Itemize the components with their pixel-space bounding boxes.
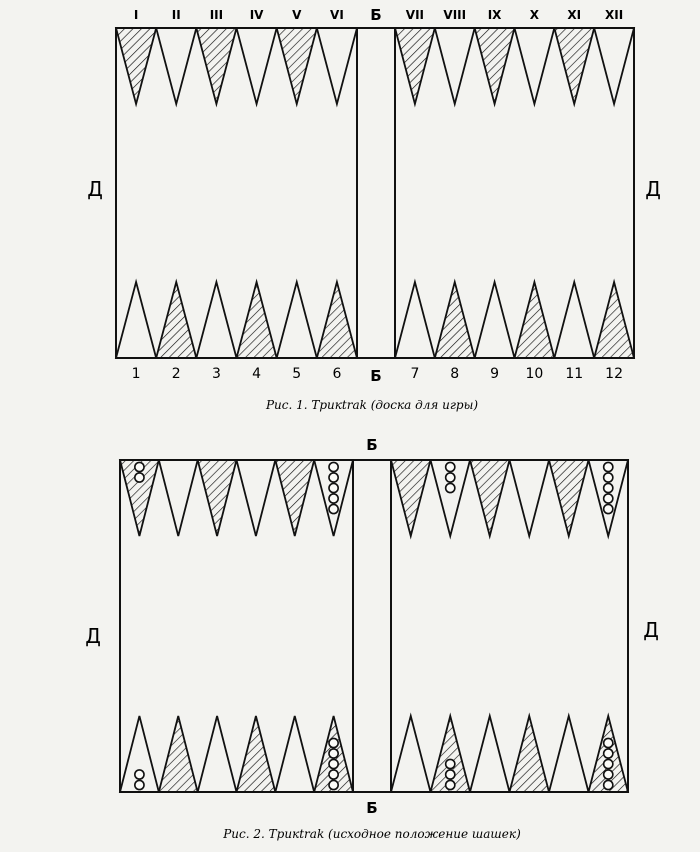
figure-caption: Рис. 2. Трикtrak (исходное положение шашек) bbox=[223, 827, 521, 841]
bar-label-bottom: Б bbox=[370, 367, 382, 385]
point-triangle-top bbox=[391, 460, 431, 536]
point-triangle-bottom bbox=[237, 282, 277, 358]
point-label-number: 8 bbox=[450, 366, 460, 382]
point-triangle-bottom bbox=[391, 716, 431, 792]
point-label-roman: V bbox=[292, 8, 302, 22]
point-label-roman: XI bbox=[567, 8, 582, 22]
point-triangle-bottom bbox=[395, 282, 435, 358]
point-triangle-bottom bbox=[317, 282, 357, 358]
checker bbox=[329, 462, 338, 471]
side-label-right: Д bbox=[645, 177, 661, 201]
point-triangle-bottom bbox=[515, 282, 555, 358]
board-bar bbox=[353, 460, 391, 792]
point-triangle-bottom bbox=[237, 716, 276, 792]
point-triangle-top bbox=[549, 460, 589, 536]
point-triangle-bottom bbox=[277, 282, 317, 358]
checker bbox=[135, 780, 144, 789]
checker bbox=[329, 749, 338, 758]
point-triangle-bottom bbox=[116, 282, 156, 358]
bar-label-bottom: Б bbox=[366, 799, 378, 817]
checker bbox=[604, 462, 613, 471]
checker bbox=[604, 780, 613, 789]
point-label-roman: XII bbox=[604, 8, 624, 22]
point-label-number: 1 bbox=[131, 366, 141, 382]
point-label-number: 3 bbox=[211, 366, 221, 382]
point-triangle-top bbox=[275, 460, 314, 536]
point-triangle-bottom bbox=[435, 282, 475, 358]
figure-2-board bbox=[85, 436, 659, 841]
points-group bbox=[120, 460, 628, 792]
point-label-roman: II bbox=[171, 8, 181, 22]
point-label-roman: X bbox=[529, 8, 540, 22]
point-triangle-top bbox=[317, 28, 357, 104]
point-label-roman: I bbox=[133, 8, 139, 22]
checker bbox=[329, 494, 338, 503]
point-triangle-top bbox=[198, 460, 237, 536]
point-triangle-top bbox=[237, 28, 277, 104]
point-triangle-top bbox=[470, 460, 510, 536]
point-triangle-bottom bbox=[470, 716, 510, 792]
checker bbox=[604, 749, 613, 758]
board-frame bbox=[120, 460, 628, 792]
checkers-group bbox=[135, 462, 613, 789]
point-label-number: 2 bbox=[171, 366, 181, 382]
checker bbox=[135, 473, 144, 482]
checker bbox=[446, 483, 455, 492]
checker bbox=[329, 483, 338, 492]
checker bbox=[329, 473, 338, 482]
point-triangle-top bbox=[395, 28, 435, 104]
point-label-number: 9 bbox=[490, 366, 500, 382]
point-label-roman: III bbox=[209, 8, 224, 22]
point-triangle-top bbox=[510, 460, 550, 536]
point-triangle-top bbox=[594, 28, 634, 104]
point-label-number: 10 bbox=[525, 366, 544, 382]
point-triangle-bottom bbox=[196, 282, 236, 358]
point-label-number: 4 bbox=[252, 366, 262, 382]
checker bbox=[446, 770, 455, 779]
point-label-number: 5 bbox=[292, 366, 302, 382]
point-label-number: 7 bbox=[410, 366, 420, 382]
checker bbox=[446, 780, 455, 789]
point-triangle-bottom bbox=[156, 282, 196, 358]
point-label-roman: VIII bbox=[443, 8, 467, 22]
point-triangle-top bbox=[116, 28, 156, 104]
checker bbox=[604, 483, 613, 492]
figure-caption: Рис. 1. Трикtrak (доска для игры) bbox=[265, 398, 479, 412]
point-triangle-top bbox=[475, 28, 515, 104]
figure-1-board bbox=[87, 6, 661, 412]
point-triangle-top bbox=[196, 28, 236, 104]
point-triangle-bottom bbox=[275, 716, 314, 792]
point-triangle-top bbox=[554, 28, 594, 104]
point-label-roman: VI bbox=[330, 8, 344, 22]
point-triangle-bottom bbox=[549, 716, 589, 792]
point-label-roman: VII bbox=[405, 8, 425, 22]
points-group bbox=[116, 28, 634, 358]
point-label-roman: IV bbox=[249, 8, 264, 22]
point-triangle-bottom bbox=[475, 282, 515, 358]
point-triangle-top bbox=[277, 28, 317, 104]
point-triangle-top bbox=[159, 460, 198, 536]
point-label-roman: IX bbox=[487, 8, 502, 22]
checker bbox=[604, 770, 613, 779]
checker bbox=[329, 780, 338, 789]
point-triangle-bottom bbox=[159, 716, 198, 792]
bar-label-top: Б bbox=[366, 436, 378, 454]
checker bbox=[135, 462, 144, 471]
checker bbox=[604, 494, 613, 503]
point-triangle-top bbox=[237, 460, 276, 536]
checker bbox=[604, 738, 613, 747]
point-triangle-bottom bbox=[594, 282, 634, 358]
checker bbox=[604, 759, 613, 768]
point-triangle-top bbox=[515, 28, 555, 104]
checker bbox=[329, 770, 338, 779]
side-label-left: Д bbox=[85, 624, 101, 648]
point-label-number: 11 bbox=[565, 366, 584, 382]
checker bbox=[329, 504, 338, 513]
checker bbox=[329, 738, 338, 747]
point-triangle-top bbox=[156, 28, 196, 104]
checker bbox=[604, 504, 613, 513]
bar-label-top: Б bbox=[370, 6, 382, 24]
side-label-left: Д bbox=[87, 177, 103, 201]
point-label-number: 6 bbox=[332, 366, 342, 382]
checker bbox=[446, 759, 455, 768]
checker bbox=[446, 462, 455, 471]
board-frame bbox=[116, 28, 634, 358]
point-triangle-bottom bbox=[198, 716, 237, 792]
point-triangle-bottom bbox=[510, 716, 550, 792]
point-triangle-top bbox=[435, 28, 475, 104]
point-triangle-bottom bbox=[554, 282, 594, 358]
checker bbox=[604, 473, 613, 482]
point-label-number: 12 bbox=[605, 366, 623, 382]
checker bbox=[135, 770, 144, 779]
board-bar bbox=[357, 28, 395, 358]
side-label-right: Д bbox=[643, 618, 659, 642]
checker bbox=[329, 759, 338, 768]
checker bbox=[446, 473, 455, 482]
